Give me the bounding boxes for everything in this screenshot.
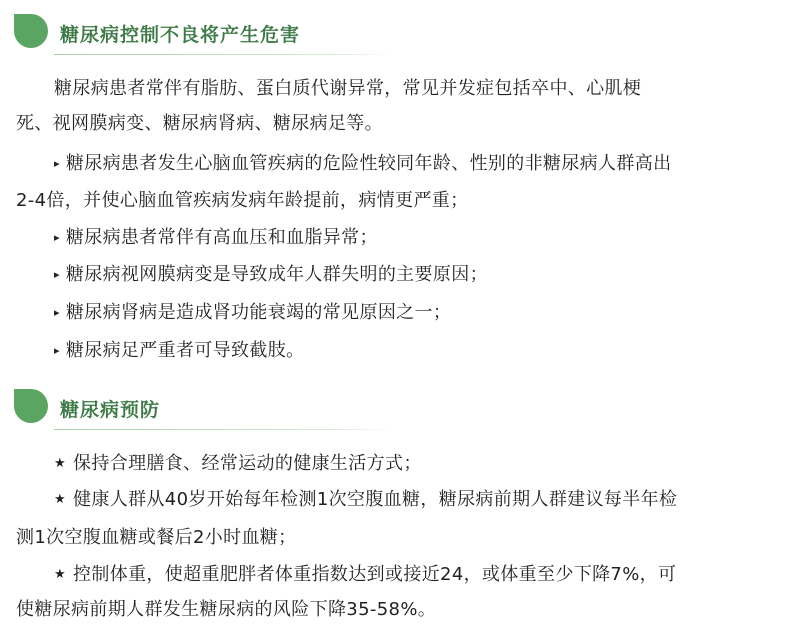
list-item bbox=[54, 338, 304, 364]
bullet-marker: ▸ bbox=[54, 231, 60, 244]
list-item-continuation: 2-4倍，并使心脑血管疾病发病年龄提前，病情更严重； bbox=[16, 190, 469, 211]
bullet-marker: ▸ bbox=[54, 268, 60, 281]
green-leaf-icon bbox=[14, 389, 48, 423]
list-item-text: 糖尿病患者发生心脑血管疾病的危险性较同年龄、性别的非糖尿病人群高出 bbox=[65, 153, 672, 174]
star-icon: ★ bbox=[54, 456, 67, 471]
list-item-text: 糖尿病肾病是造成肾功能衰竭的常见原因之一； bbox=[65, 302, 452, 323]
divider bbox=[54, 54, 394, 55]
intro-line-2: 死、视网膜病变、糖尿病肾病、糖尿病足等。 bbox=[16, 113, 383, 134]
list-item-text: 控制体重，使超重肥胖者体重指数达到或接近24，或体重至少下降7%，可 bbox=[73, 564, 677, 585]
bullet-marker: ▸ bbox=[54, 344, 60, 357]
star-icon: ★ bbox=[54, 567, 67, 582]
list-item-text: 健康人群从40岁开始每年检测1次空腹血糖，糖尿病前期人群建议每半年检 bbox=[73, 489, 678, 510]
list-item-text: 糖尿病患者常伴有高血压和血脂异常； bbox=[65, 227, 378, 248]
list-item-text: 保持合理膳食、经常运动的健康生活方式； bbox=[73, 453, 422, 474]
list-item-text: 糖尿病视网膜病变是导致成年人群失明的主要原因； bbox=[65, 264, 488, 285]
divider bbox=[54, 429, 394, 430]
section-header-harm bbox=[14, 14, 394, 54]
list-item bbox=[54, 300, 451, 326]
intro-line-1: 糖尿病患者常伴有脂肪、蛋白质代谢异常，常见并发症包括卒中、心肌梗 bbox=[54, 78, 642, 99]
list-item bbox=[54, 225, 378, 251]
section-header-prevention bbox=[14, 389, 394, 429]
list-item bbox=[54, 262, 488, 288]
bullet-marker: ▸ bbox=[54, 157, 60, 170]
star-icon: ★ bbox=[54, 492, 67, 507]
section-title: 糖尿病预防 bbox=[60, 399, 161, 421]
list-item bbox=[54, 562, 676, 588]
bullet-marker: ▸ bbox=[54, 306, 60, 319]
list-item bbox=[54, 451, 422, 477]
section-title: 糖尿病控制不良将产生危害 bbox=[60, 24, 301, 46]
list-item-continuation: 测1次空腹血糖或餐后2小时血糖； bbox=[16, 527, 297, 548]
list-item bbox=[54, 487, 677, 513]
green-leaf-icon bbox=[14, 14, 48, 48]
list-item-text: 糖尿病足严重者可导致截肢。 bbox=[65, 340, 305, 361]
list-item-continuation: 使糖尿病前期人群发生糖尿病的风险下降35-58%。 bbox=[16, 599, 437, 620]
list-item bbox=[54, 151, 671, 177]
